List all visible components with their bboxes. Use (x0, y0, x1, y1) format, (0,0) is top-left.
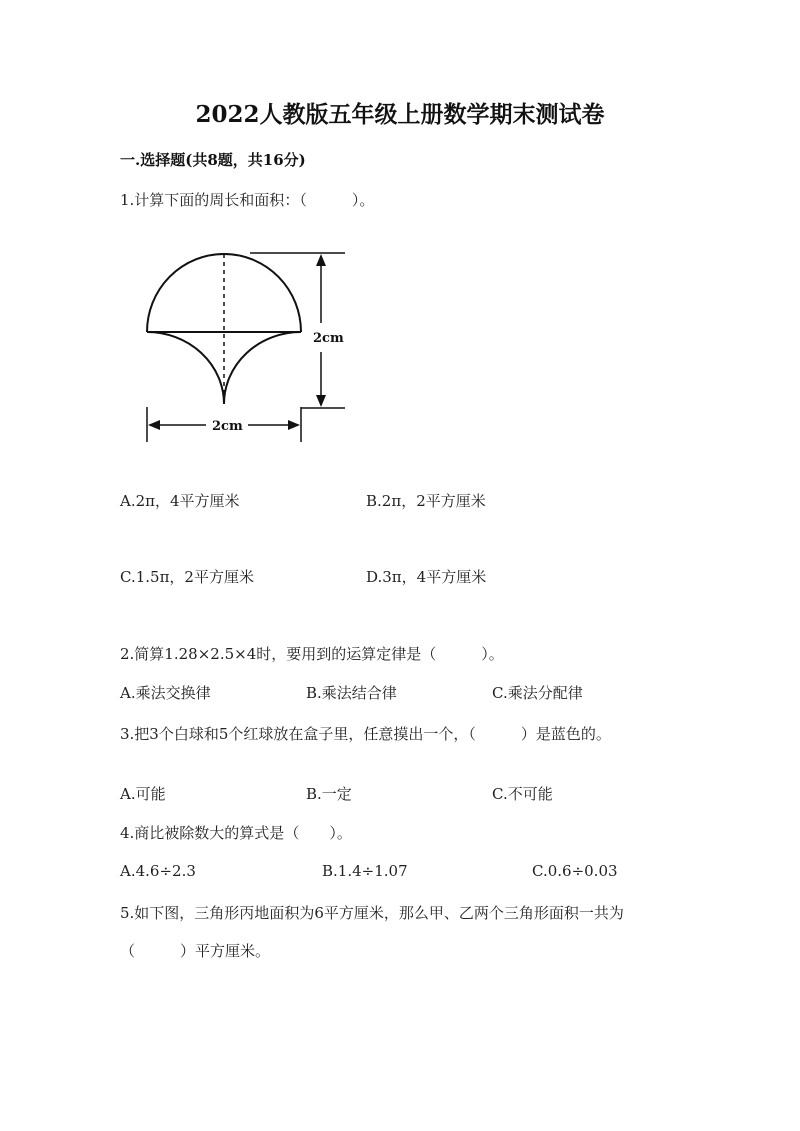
question-5-stem-line2: （ ）平方厘米。 (120, 942, 271, 960)
question-2-stem: 2.简算1.28×2.5×4时，要用到的运算定律是（ ）。 (120, 645, 504, 663)
left-quarter-arc (147, 332, 224, 404)
right-quarter-arc (224, 332, 301, 404)
q2-option-a: A.乘法交换律 (120, 684, 211, 702)
question-5-stem-line1: 5.如下图，三角形丙地面积为6平方厘米，那么甲、乙两个三角形面积一共为 (120, 904, 624, 922)
question-1-stem: 1.计算下面的周长和面积：（ ）。 (120, 191, 375, 209)
width-label: 2cm (212, 419, 243, 434)
q1-option-b: B.2π，2平方厘米 (366, 492, 486, 510)
height-arrow-top (316, 254, 326, 266)
question-4-stem: 4.商比被除数大的算式是（ ）。 (120, 824, 352, 842)
q1-option-c: C.1.5π，2平方厘米 (120, 568, 254, 586)
height-label: 2cm (313, 331, 344, 346)
q3-option-c: C.不可能 (492, 785, 553, 803)
q2-option-c: C.乘法分配律 (492, 684, 583, 702)
q4-option-c: C.0.6÷0.03 (532, 862, 618, 880)
q3-option-b: B.一定 (306, 785, 352, 803)
question-3-stem: 3.把3个白球和5个红球放在盒子里，任意摸出一个，（ ）是蓝色的。 (120, 725, 611, 743)
width-arrow-left (148, 420, 160, 430)
page-title: 2022人教版五年级上册数学期末测试卷 (195, 101, 605, 128)
q1-option-d: D.3π，4平方厘米 (366, 568, 487, 586)
q4-option-b: B.1.4÷1.07 (322, 862, 408, 880)
height-arrow-bottom (316, 395, 326, 407)
question-1-figure (130, 240, 360, 450)
section-heading: 一.选择题(共8题，共16分) (120, 151, 306, 169)
width-arrow-right (288, 420, 300, 430)
q3-option-a: A.可能 (120, 785, 166, 803)
q4-option-a: A.4.6÷2.3 (120, 862, 196, 880)
q2-option-b: B.乘法结合律 (306, 684, 397, 702)
q1-option-a: A.2π，4平方厘米 (120, 492, 240, 510)
